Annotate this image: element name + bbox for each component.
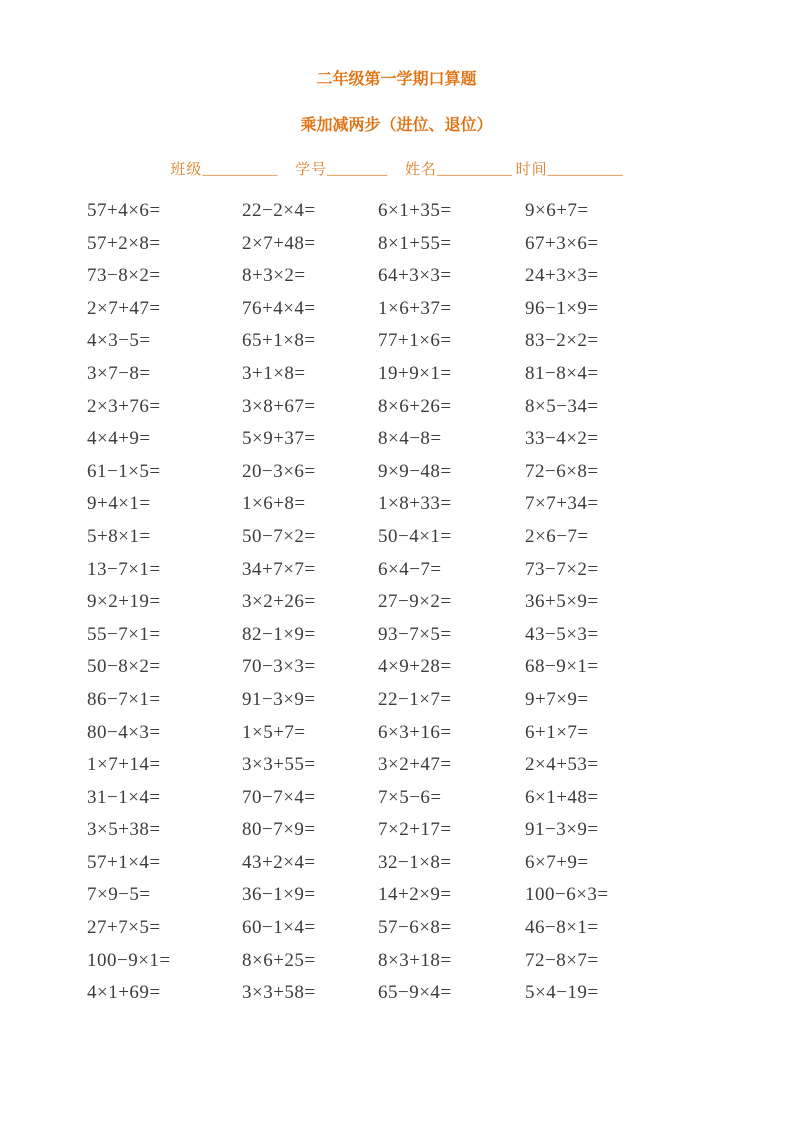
problem-cell-r6-c2: 3+1×8= — [242, 362, 306, 384]
problem-cell-r17-c1: 80−4×3= — [87, 721, 161, 743]
problem-cell-r9-c1: 61−1×5= — [87, 460, 161, 482]
problem-cell-r22-c3: 14+2×9= — [378, 884, 452, 906]
problem-cell-r10-c2: 1×6+8= — [242, 493, 306, 515]
problem-cell-r16-c2: 91−3×9= — [242, 688, 316, 710]
time-blank-line: __________ — [547, 162, 623, 178]
problem-cell-r11-c1: 5+8×1= — [87, 525, 151, 547]
student-number-label: 学号 — [295, 162, 328, 178]
problem-cell-r2-c3: 8×1+55= — [378, 232, 452, 254]
problem-cell-r7-c4: 8×5−34= — [525, 395, 599, 417]
problem-cell-r4-c3: 1×6+37= — [378, 297, 452, 319]
problem-cell-r15-c4: 68−9×1= — [525, 656, 599, 678]
problem-cell-r12-c3: 6×4−7= — [378, 558, 442, 580]
problem-cell-r8-c3: 8×4−8= — [378, 428, 442, 450]
time-field — [516, 161, 623, 179]
problem-cell-r22-c4: 100−6×3= — [525, 884, 609, 906]
problem-cell-r4-c4: 96−1×9= — [525, 297, 599, 319]
time-label: 时间 — [515, 162, 548, 178]
problem-cell-r12-c1: 13−7×1= — [87, 558, 161, 580]
problem-cell-r13-c1: 9×2+19= — [87, 591, 161, 613]
problem-cell-r11-c2: 50−7×2= — [242, 525, 316, 547]
problem-cell-r6-c4: 81−8×4= — [525, 362, 599, 384]
class-blank-line: __________ — [202, 162, 278, 178]
page-subtitle: 乘加减两步（进位、退位） — [300, 117, 493, 134]
problem-cell-r21-c1: 57+1×4= — [87, 851, 161, 873]
problem-cell-r17-c3: 6×3+16= — [378, 721, 452, 743]
problem-cell-r2-c1: 57+2×8= — [87, 232, 161, 254]
problem-cell-r19-c4: 6×1+48= — [525, 786, 599, 808]
problem-cell-r10-c1: 9+4×1= — [87, 493, 151, 515]
problem-cell-r23-c4: 46−8×1= — [525, 917, 599, 939]
problem-cell-r18-c1: 1×7+14= — [87, 754, 161, 776]
problem-cell-r9-c3: 9×9−48= — [378, 460, 452, 482]
problem-cell-r1-c3: 6×1+35= — [378, 200, 452, 221]
problem-cell-r3-c1: 73−8×2= — [87, 265, 161, 287]
problem-cell-r4-c2: 76+4×4= — [242, 297, 316, 319]
problem-cell-r15-c2: 70−3×3= — [242, 656, 316, 678]
problem-cell-r2-c2: 2×7+48= — [242, 232, 316, 254]
problem-cell-r8-c4: 33−4×2= — [525, 428, 599, 450]
problem-cell-r16-c1: 86−7×1= — [87, 688, 161, 710]
problem-cell-r24-c4: 72−8×7= — [525, 949, 599, 971]
problem-cell-r7-c3: 8×6+26= — [378, 395, 452, 417]
problem-cell-r19-c2: 70−7×4= — [242, 786, 316, 808]
name-blank-line: __________ — [436, 162, 512, 178]
problem-cell-r24-c3: 8×3+18= — [378, 949, 452, 971]
problem-cell-r9-c2: 20−3×6= — [242, 460, 316, 482]
problem-cell-r23-c3: 57−6×8= — [378, 917, 452, 939]
problem-cell-r21-c2: 43+2×4= — [242, 851, 316, 873]
problem-cell-r20-c2: 80−7×9= — [242, 819, 316, 841]
problem-cell-r21-c4: 6×7+9= — [525, 851, 589, 873]
problem-cell-r13-c2: 3×2+26= — [242, 591, 316, 613]
problem-cell-r17-c4: 6+1×7= — [525, 721, 589, 743]
problem-cell-r3-c3: 64+3×3= — [378, 265, 452, 287]
problem-cell-r10-c3: 1×8+33= — [378, 493, 452, 515]
problem-cell-r14-c3: 93−7×5= — [378, 623, 452, 645]
problem-cell-r4-c1: 2×7+47= — [87, 297, 161, 319]
problem-cell-r12-c2: 34+7×7= — [242, 558, 316, 580]
problem-cell-r2-c4: 67+3×6= — [525, 232, 599, 254]
page-title: 二年级第一学期口算题 — [316, 71, 477, 88]
problem-cell-r13-c4: 36+5×9= — [525, 591, 599, 613]
problem-cell-r5-c1: 4×3−5= — [87, 330, 151, 352]
problem-cell-r6-c3: 19+9×1= — [378, 362, 452, 384]
problem-cell-r19-c3: 7×5−6= — [378, 786, 442, 808]
class-field — [170, 161, 277, 179]
problem-cell-r25-c3: 65−9×4= — [378, 982, 452, 1004]
problem-cell-r9-c4: 72−6×8= — [525, 460, 599, 482]
problem-cell-r15-c3: 4×9+28= — [378, 656, 452, 678]
problem-cell-r14-c1: 55−7×1= — [87, 623, 161, 645]
problem-cell-r18-c3: 3×2+47= — [378, 754, 452, 776]
problem-cell-r3-c4: 24+3×3= — [525, 265, 599, 287]
problem-cell-r12-c4: 73−7×2= — [525, 558, 599, 580]
problem-cell-r1-c4: 9×6+7= — [525, 200, 589, 221]
problem-cell-r25-c4: 5×4−19= — [525, 982, 599, 1004]
problem-cell-r21-c3: 32−1×8= — [378, 851, 452, 873]
problem-cell-r17-c2: 1×5+7= — [242, 721, 306, 743]
problem-cell-r25-c1: 4×1+69= — [87, 982, 161, 1004]
problem-cell-r25-c2: 3×3+58= — [242, 982, 316, 1004]
problem-cell-r3-c2: 8+3×2= — [242, 265, 306, 287]
problem-cell-r16-c3: 22−1×7= — [378, 688, 452, 710]
problem-cell-r5-c2: 65+1×8= — [242, 330, 316, 352]
problem-cell-r18-c2: 3×3+55= — [242, 754, 316, 776]
problem-cell-r11-c3: 50−4×1= — [378, 525, 452, 547]
problem-cell-r20-c1: 3×5+38= — [87, 819, 161, 841]
problem-cell-r19-c1: 31−1×4= — [87, 786, 161, 808]
problem-cell-r6-c1: 3×7−8= — [87, 362, 151, 384]
problem-cell-r20-c4: 91−3×9= — [525, 819, 599, 841]
name-field — [405, 161, 512, 179]
student-number-blank-line: ________ — [327, 162, 388, 178]
problem-cell-r15-c1: 50−8×2= — [87, 656, 161, 678]
problem-cell-r24-c2: 8×6+25= — [242, 949, 316, 971]
problems-grid — [87, 195, 685, 1010]
problem-cell-r1-c1: 57+4×6= — [87, 200, 161, 221]
name-label: 姓名 — [404, 162, 437, 178]
problem-cell-r5-c4: 83−2×2= — [525, 330, 599, 352]
problem-cell-r22-c2: 36−1×9= — [242, 884, 316, 906]
problem-cell-r20-c3: 7×2+17= — [378, 819, 452, 841]
class-label: 班级 — [170, 162, 203, 178]
problem-cell-r24-c1: 100−9×1= — [87, 949, 171, 971]
problem-cell-r8-c2: 5×9+37= — [242, 428, 316, 450]
problem-cell-r14-c2: 82−1×9= — [242, 623, 316, 645]
problem-cell-r14-c4: 43−5×3= — [525, 623, 599, 645]
problem-cell-r5-c3: 77+1×6= — [378, 330, 452, 352]
student-number-field — [295, 161, 387, 179]
student-info-line — [0, 135, 793, 179]
problem-cell-r16-c4: 9+7×9= — [525, 688, 589, 710]
problem-cell-r18-c4: 2×4+53= — [525, 754, 599, 776]
problem-cell-r23-c1: 27+7×5= — [87, 917, 161, 939]
problem-cell-r22-c1: 7×9−5= — [87, 884, 151, 906]
problem-cell-r1-c2: 22−2×4= — [242, 200, 316, 221]
problem-cell-r8-c1: 4×4+9= — [87, 428, 151, 450]
problem-cell-r23-c2: 60−1×4= — [242, 917, 316, 939]
problem-cell-r10-c4: 7×7+34= — [525, 493, 599, 515]
problem-cell-r11-c4: 2×6−7= — [525, 525, 589, 547]
problem-cell-r7-c2: 3×8+67= — [242, 395, 316, 417]
problem-cell-r7-c1: 2×3+76= — [87, 395, 161, 417]
problem-cell-r13-c3: 27−9×2= — [378, 591, 452, 613]
